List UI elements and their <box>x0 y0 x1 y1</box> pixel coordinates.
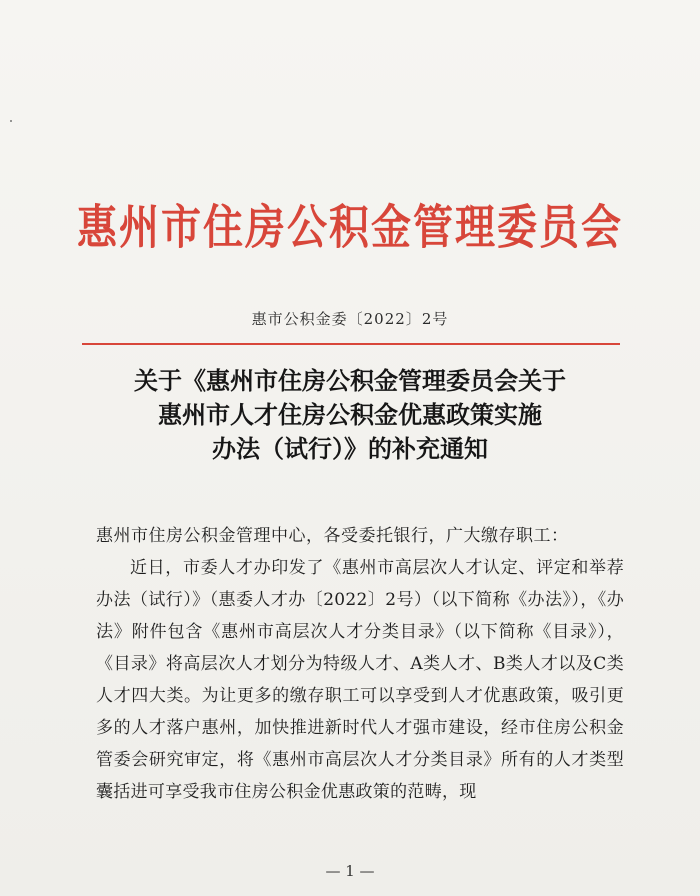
title-line-2: 惠州市人才住房公积金优惠政策实施 <box>158 400 542 429</box>
scan-speck <box>10 120 12 122</box>
salutation: 惠州市住房公积金管理中心，各受委托银行，广大缴存职工： <box>96 526 569 546</box>
body-paragraph-1: 近日，市委人才办印发了《惠州市高层次人才认定、评定和举荐办法（试行）》（惠委人才办〔2022〕2号）（以下简称《办法》），《办法》附件包含《惠州市高层次人才分类目录》（以下简称《目录》），《目录》将高层次人才划分为特级人才、A类人才、B类人才以及C类人才四大类。为让更多的缴存职工可以享受到人才优惠政策，吸引更多的人才落户惠州，加快推进新时代人才强市建设，经市住房公积金管委会研究审定，将《惠州市高层次人才分类目录》所有的人才类型囊括进可享受我市住房公积金优惠政策的范畴，现 <box>96 558 624 802</box>
title-line-3: 办法（试行）》的补充通知 <box>212 434 488 463</box>
page-number: — 1 — <box>325 862 375 880</box>
document-number: 惠市公积金委〔2022〕2号 <box>251 310 449 328</box>
title-line-1: 关于《惠州市住房公积金管理委员会关于 <box>134 366 566 395</box>
document-title <box>0 364 700 466</box>
issuer-header: 惠州市住房公积金管理委员会 <box>77 200 623 256</box>
document-body <box>96 520 624 808</box>
red-divider-line <box>82 343 620 345</box>
